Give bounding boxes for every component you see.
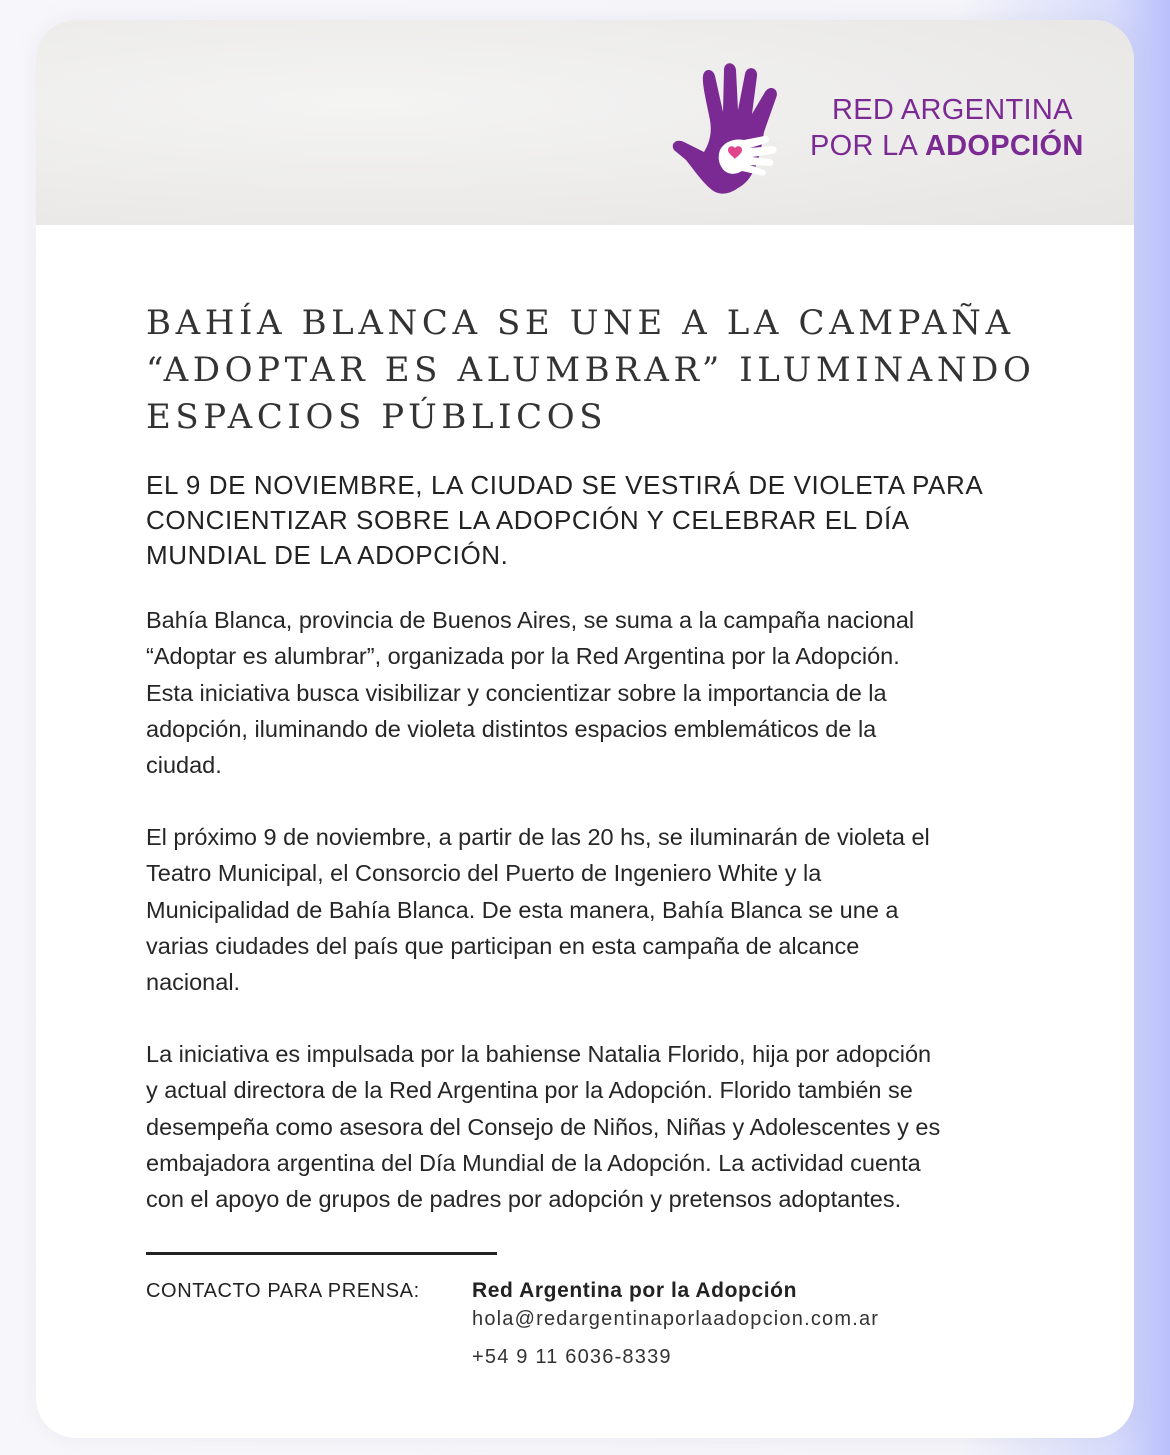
paragraph-1 bbox=[146, 602, 1026, 783]
paragraph-line: La iniciativa es impulsada por la bahiense Natalia Florido, hija por adopción bbox=[146, 1041, 932, 1067]
contact-org: Red Argentina por la Adopción bbox=[472, 1279, 798, 1302]
paragraph-line: adopción, iluminando de violeta distintos espacios emblemáticos de la bbox=[146, 715, 877, 742]
contact-phone: +54 9 11 6036-8339 bbox=[472, 1346, 672, 1368]
paragraph-line: embajadora argentina del Día Mundial de la Adopción. La actividad cuenta bbox=[146, 1149, 921, 1176]
paragraph-line: varias ciudades del país que participan en esta campaña de alcance bbox=[146, 932, 860, 959]
paragraph-3 bbox=[146, 1036, 1026, 1217]
logo-text-bold: ADOPCIÓN bbox=[924, 130, 1084, 162]
contact-label: CONTACTO PARA PRENSA: bbox=[146, 1280, 420, 1302]
subtitle-line: CONCIENTIZAR SOBRE LA ADOPCIÓN Y CELEBRAR EL DÍA bbox=[146, 505, 910, 535]
paragraph-line: Bahía Blanca, provincia de Buenos Aires, se suma a la campaña nacional bbox=[146, 607, 915, 633]
paragraph-line: “Adoptar es alumbrar”, organizada por la Red Argentina por la Adopción. bbox=[146, 643, 900, 670]
contact-email-link[interactable]: hola@redargentinaporlaadopcion.com.ar bbox=[472, 1308, 880, 1330]
paragraph-line: Municipalidad de Bahía Blanca. De esta manera, Bahía Blanca se une a bbox=[146, 896, 899, 923]
press-release-page bbox=[36, 20, 1134, 1438]
logo-text-prefix: POR LA bbox=[810, 130, 925, 162]
paragraph-line: desempeña como asesora del Consejo de Niños, Niñas y Adolescentes y es bbox=[146, 1113, 941, 1140]
paragraph-line: y actual directora de la Red Argentina por la Adopción. Florido también se bbox=[146, 1077, 913, 1104]
logo-text-line1: RED ARGENTINA bbox=[832, 94, 1073, 126]
hand-with-heart-icon bbox=[672, 62, 812, 202]
divider bbox=[146, 1252, 497, 1255]
logo-text-line2 bbox=[810, 130, 1084, 163]
paragraph-line: Esta iniciativa busca visibilizar y concientizar sobre la importancia de la bbox=[146, 679, 887, 706]
header-band bbox=[36, 20, 1134, 225]
paragraph-line: Teatro Municipal, el Consorcio del Puerto de Ingeniero White y la bbox=[146, 860, 822, 887]
subtitle bbox=[146, 468, 1026, 573]
paragraph-2 bbox=[146, 819, 1026, 1000]
title-line: BAHÍA BLANCA SE UNE A LA CAMPAÑA bbox=[146, 303, 1015, 343]
brand-logo bbox=[672, 62, 1112, 202]
page-title bbox=[146, 300, 1036, 441]
paragraph-line: nacional. bbox=[146, 969, 241, 996]
title-line: ESPACIOS PÚBLICOS bbox=[146, 397, 608, 437]
subtitle-line: MUNDIAL DE LA ADOPCIÓN. bbox=[146, 540, 509, 570]
subtitle-line: EL 9 DE NOVIEMBRE, LA CIUDAD SE VESTIRÁ DE VIOLETA PARA bbox=[146, 470, 984, 500]
paragraph-line: El próximo 9 de noviembre, a partir de las 20 hs, se iluminarán de violeta el bbox=[146, 824, 930, 850]
paragraph-line: con el apoyo de grupos de padres por adopción y pretensos adoptantes. bbox=[146, 1186, 902, 1213]
paragraph-line: ciudad. bbox=[146, 752, 222, 779]
title-line: “ADOPTAR ES ALUMBRAR” ILUMINANDO bbox=[146, 350, 1036, 390]
